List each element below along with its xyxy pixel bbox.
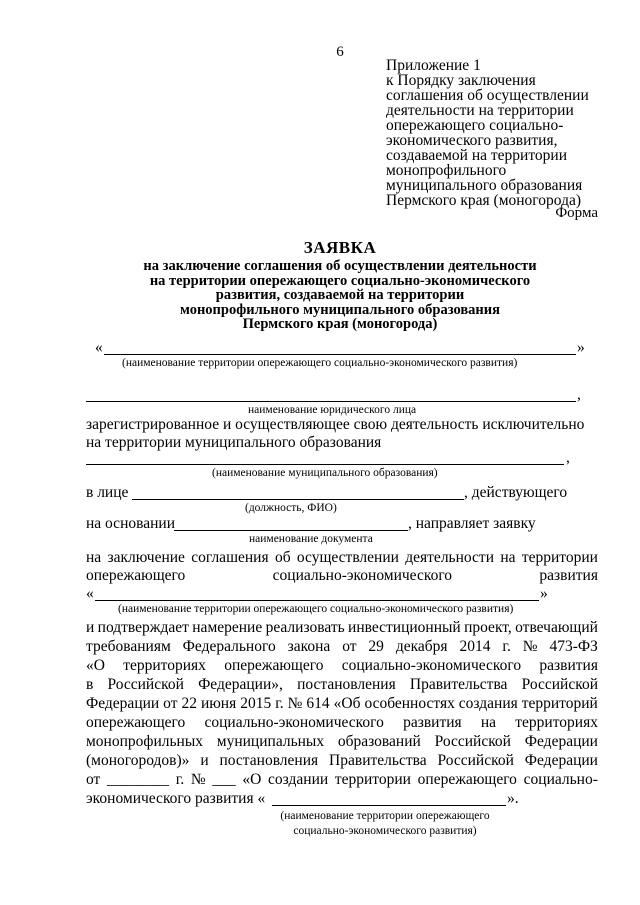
- appendix-line: опережающего социально-: [386, 117, 564, 134]
- paragraph2-line: требованиям Федерального закона от 29 декабря 2014 г. № 473-ФЗ: [86, 638, 598, 655]
- appendix-line: деятельности на территории: [386, 102, 574, 119]
- municipality-comma: ,: [566, 449, 570, 466]
- subtitle-line: развития, создаваемой на территории: [215, 287, 465, 303]
- paragraph2-line: опережающего социально-экономического развития на территориях: [86, 714, 598, 731]
- final-caption: [280, 809, 490, 839]
- appendix-line: Пермского края (моногорода): [386, 192, 581, 209]
- legal-entity-caption: наименование юридического лица: [248, 404, 417, 416]
- document-subtitle: [0, 259, 640, 332]
- territory-open-quote: «: [95, 339, 103, 356]
- final-line-end: ».: [507, 790, 519, 807]
- basis-document-field[interactable]: [174, 530, 408, 531]
- territory3-name-field[interactable]: [272, 805, 506, 806]
- territory-caption: (наименование территории опережающего социально-экономического развития): [122, 357, 518, 369]
- paragraph2-line: Федерации от 22 июня 2015 г. № 614 «Об особенностях создания территорий: [86, 695, 598, 712]
- subtitle-line: на территории опережающего социально-экономического: [149, 272, 531, 289]
- appendix-line: муниципального образования: [386, 177, 583, 194]
- position-name-field[interactable]: [132, 499, 464, 500]
- municipality-caption: (наименование муниципального образования): [212, 467, 438, 479]
- paragraph1-line-2: опережающего социально-экономического развития: [86, 567, 598, 584]
- page-number: 6: [336, 44, 344, 60]
- territory2-name-field[interactable]: [95, 600, 539, 601]
- form-label: Форма: [555, 205, 598, 221]
- document-caption: наименование документа: [249, 533, 373, 545]
- subtitle-line: Пермского края (моногорода): [242, 316, 438, 332]
- document-title: ЗАЯВКА: [303, 238, 377, 257]
- paragraph2-line: (моногородов)» и постановления Правительства Российской Федерации: [86, 752, 598, 769]
- in-person-label: в лице: [86, 484, 129, 501]
- final-caption-line: социально-экономического развития): [293, 825, 477, 837]
- sends-request-label: , направляет заявку: [408, 515, 536, 532]
- paragraph2-line: «О территориях опережающего социально-экономического развития: [86, 657, 598, 674]
- paragraph2-line: от ________ г. № ___ «О создании территории опережающего социально-: [86, 771, 598, 788]
- appendix-line: соглашения об осуществлении: [386, 87, 589, 104]
- subtitle-line: на заключение соглашения об осуществлении деятельности: [143, 258, 537, 274]
- registered-line-2: на территории муниципального образования: [86, 434, 382, 451]
- legal-entity-comma: ,: [577, 386, 581, 403]
- legal-entity-field[interactable]: [86, 401, 576, 402]
- territory2-caption: (наименование территории опережающего социально-экономического развития): [118, 603, 514, 615]
- subtitle-line: монопрофильного муниципального образования: [180, 301, 500, 318]
- final-line-start: экономического развития «: [86, 790, 266, 807]
- territory-close-quote: »: [577, 339, 585, 356]
- municipality-field[interactable]: [86, 464, 564, 465]
- appendix-line: монопрофильного: [386, 162, 507, 179]
- territory2-close-quote: »: [540, 585, 548, 602]
- territory-name-field[interactable]: [104, 354, 576, 355]
- acting-label: , действующего: [464, 484, 568, 501]
- position-caption: (должность, ФИО): [245, 502, 337, 514]
- territory2-open-quote: «: [86, 585, 94, 602]
- appendix-line: создаваемой на территории: [386, 147, 567, 164]
- paragraph1-line: на заключение соглашения об осуществлении деятельности на территории: [86, 549, 598, 566]
- basis-label: на основании: [86, 515, 175, 532]
- appendix-block: [386, 58, 589, 208]
- paragraph2-line: в Российской Федерации», постановления Правительства Российской: [86, 676, 598, 693]
- paragraph2-line: и подтверждает намерение реализовать инвестиционный проект, отвечающий: [86, 619, 598, 636]
- appendix-line: к Порядку заключения: [386, 72, 536, 89]
- registered-line: зарегистрированное и осуществляющее свою деятельность исключительно: [86, 416, 585, 433]
- final-caption-line: (наименование территории опережающего: [280, 810, 490, 822]
- appendix-line: экономического развития,: [386, 132, 558, 149]
- appendix-line: Приложение 1: [386, 57, 481, 74]
- paragraph2-line: монопрофильных муниципальных образований Российской Федерации: [86, 733, 598, 750]
